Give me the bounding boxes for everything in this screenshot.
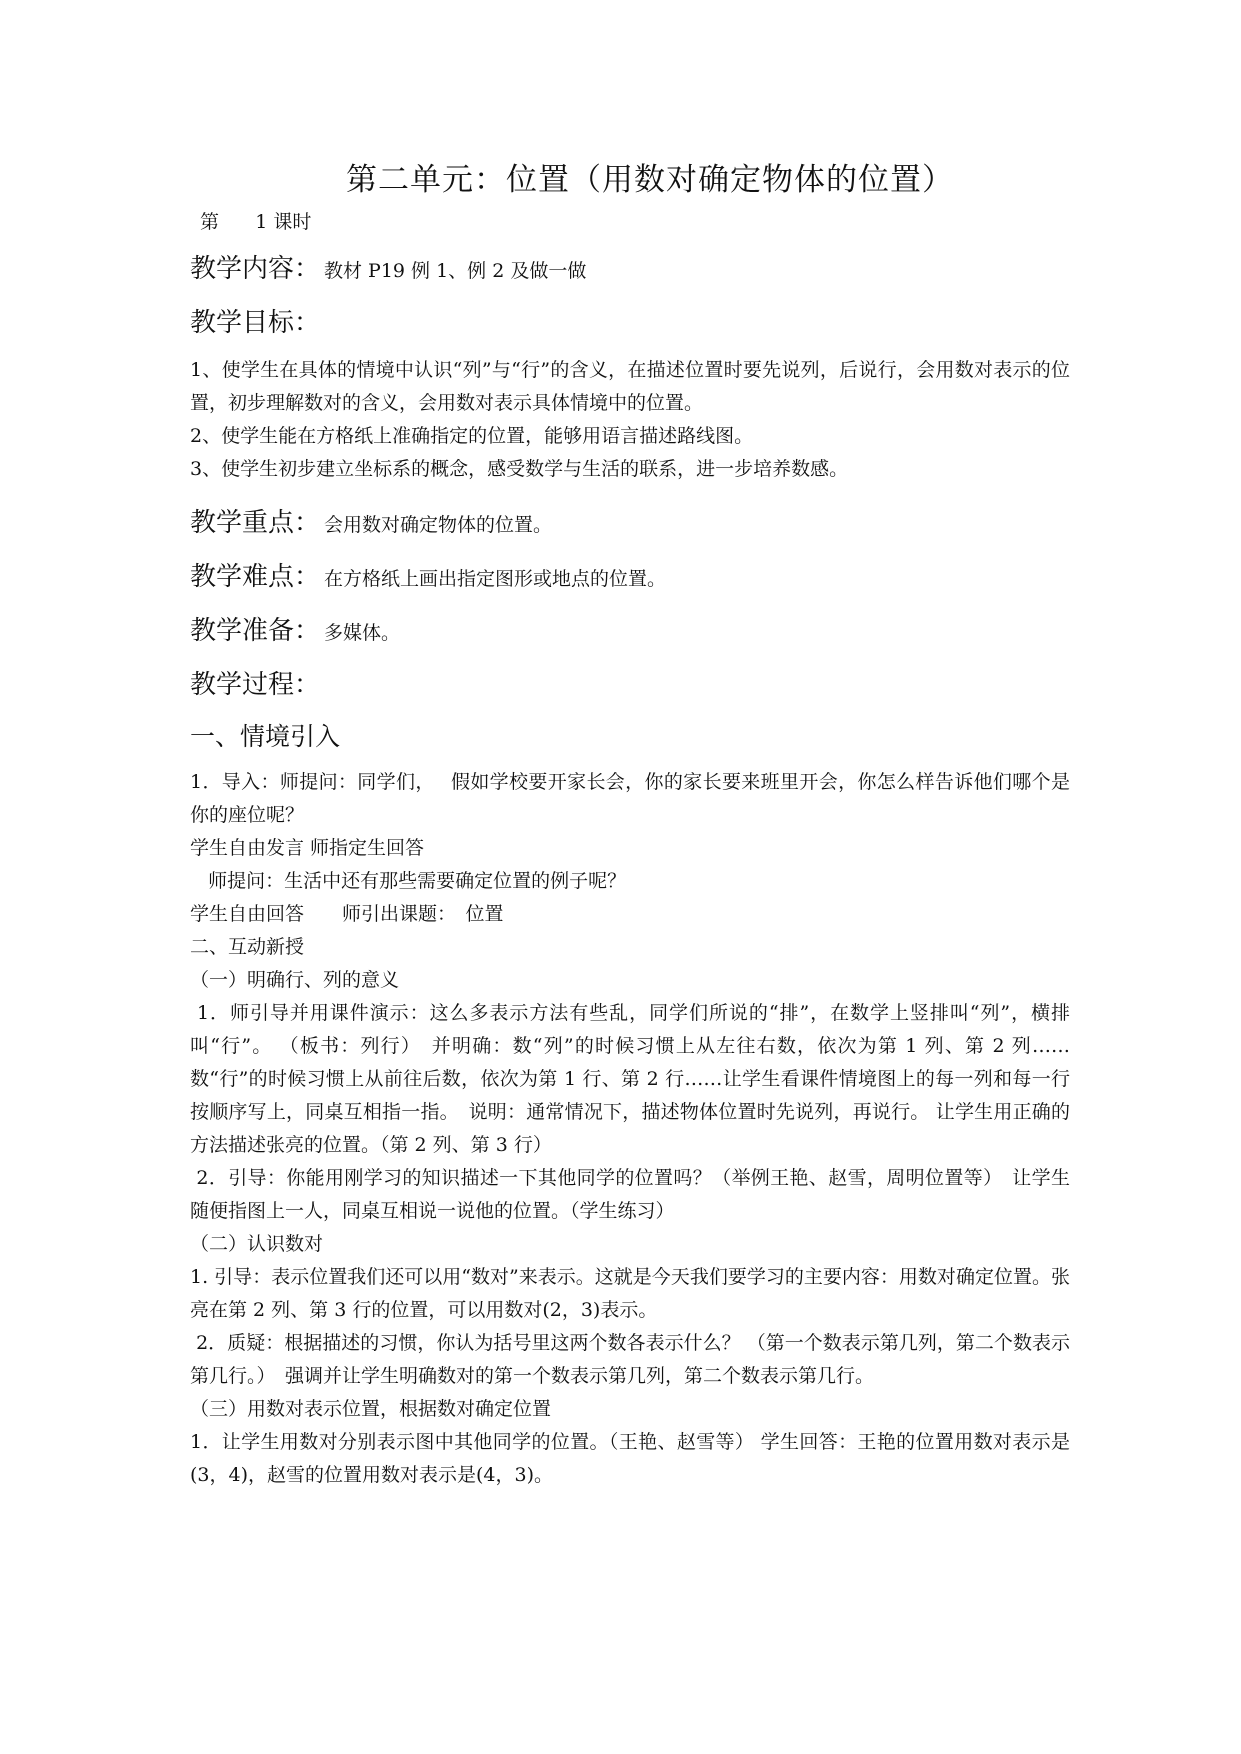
goal-item: 2、使学生能在方格纸上准确指定的位置，能够用语言描述路线图。 — [190, 425, 754, 447]
subsection-two-line: 2．质疑：根据描述的习惯，你认为括号里这两个数各表示什么？ （第一个数表示第几列，第二个数表示第几行。） 强调并让学生明确数对的第一个数表示第几列，第二个数表示第几行。 — [190, 1332, 1070, 1387]
subsection-two-title: （二）认识数对 — [190, 1233, 324, 1255]
content-value: 教材 P19 例 1、例 2 及做一做 — [324, 260, 587, 282]
content-label: 教学内容： — [190, 254, 321, 284]
process-heading: 教学过程： — [190, 670, 321, 700]
subsection-three-line: 1．让学生用数对分别表示图中其他同学的位置。（王艳、赵雪等） 学生回答：王艳的位置用数对表示是(3，4)，赵雪的位置用数对表示是(4，3)。 — [190, 1431, 1070, 1486]
section-one-line: 学生自由发言 师指定生回答 — [190, 837, 425, 859]
difficulty-value: 在方格纸上画出指定图形或地点的位置。 — [324, 568, 667, 590]
lesson-number: 第 1 课时 — [200, 211, 312, 233]
goal-item: 3、使学生初步建立坐标系的概念，感受数学与生活的联系，进一步培养数感。 — [190, 458, 849, 480]
keypoint-section — [190, 504, 1070, 544]
subsection-two-line: 1. 引导：表示位置我们还可以用“数对”来表示。这就是今天我们要学习的主要内容：用数对确定位置。张亮在第 2 列、第 3 行的位置，可以用数对(2，3)表示。 — [190, 1266, 1070, 1321]
section-one-line: 师提问：生活中还有那些需要确定位置的例子呢？ — [190, 870, 627, 892]
section-one-line: 学生自由回答 师引出课题： 位置 — [190, 903, 504, 925]
difficulty-label: 教学难点： — [190, 562, 321, 592]
section-one-heading: 一、情境引入 — [190, 722, 341, 751]
subsection-one-title: （一）明确行、列的意义 — [190, 969, 400, 991]
goals-heading: 教学目标： — [190, 308, 321, 338]
keypoint-label: 教学重点： — [190, 508, 321, 538]
page-title: 第二单元：位置（用数对确定物体的位置） — [346, 162, 954, 198]
keypoint-value: 会用数对确定物体的位置。 — [324, 514, 553, 536]
subsection-one-line: 1．师引导并用课件演示：这么多表示方法有些乱，同学们所说的“排”，在数学上竖排叫“列”，横排叫“行”。 （板书：列行） 并明确：数“列”的时候习惯上从左往右数，依次为第 1 列、第 2 列……数“行”的时候习惯上从前往后数，依次为第 1 行、第 2 行……让学生看课件情境图上的每一列和每一行按顺序写上，同桌互相指一指。 说明：通常情况下，描述物体位置时先说列，再说行。 让学生用正确的方法描述张亮的位置。（第 2 列、第 3 行） — [190, 1002, 1070, 1156]
section-one-line: 1．导入：师提问：同学们， 假如学校要开家长会，你的家长要来班里开会，你怎么样告诉他们哪个是你的座位呢？ — [190, 771, 1070, 826]
content-section — [190, 250, 1070, 290]
difficulty-section — [190, 558, 1070, 598]
goal-item: 1、使学生在具体的情境中认识“列”与“行”的含义，在描述位置时要先说列，后说行，会用数对表示的位置，初步理解数对的含义，会用数对表示具体情境中的位置。 — [190, 359, 1070, 414]
subsection-one-line: 2．引导：你能用刚学习的知识描述一下其他同学的位置吗？（举例王艳、赵雪，周明位置等） 让学生随便指图上一人，同桌互相说一说他的位置。（学生练习） — [190, 1167, 1071, 1222]
document-body — [190, 158, 1070, 1492]
prep-label: 教学准备： — [190, 616, 321, 646]
subsection-three-title: （三）用数对表示位置，根据数对确定位置 — [190, 1398, 552, 1420]
section-two-heading: 二、互动新授 — [190, 936, 305, 958]
prep-value: 多媒体。 — [324, 622, 401, 644]
prep-section — [190, 612, 1070, 652]
